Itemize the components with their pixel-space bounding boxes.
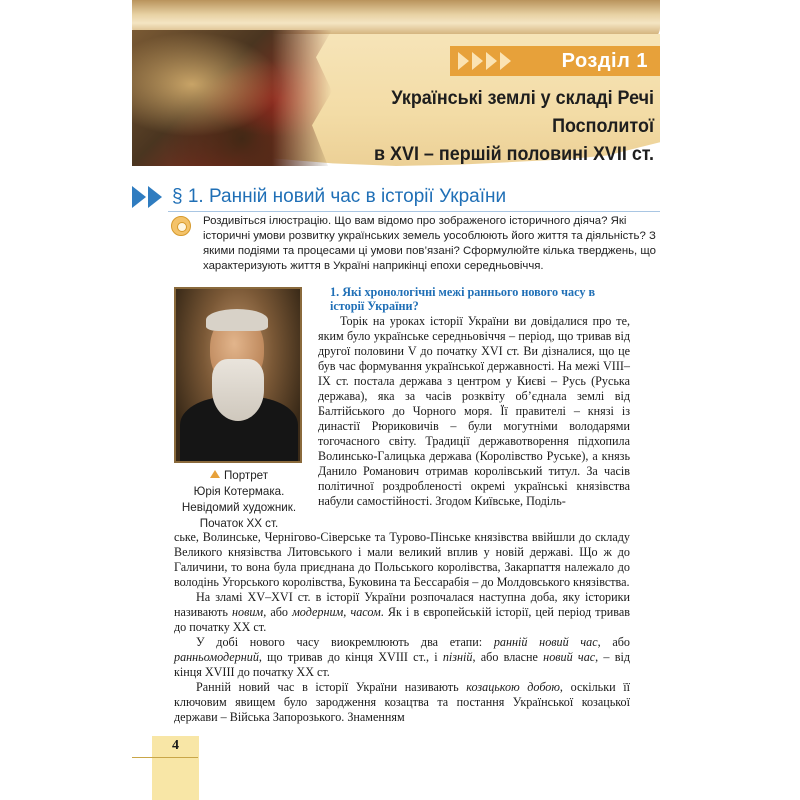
caption-line: Початок XX ст. (199, 517, 279, 530)
body-full-text (174, 530, 630, 725)
portrait-beard (212, 359, 264, 421)
intro-question: Роздивіться ілюстрацію. Що вам відомо про зображеного історичного діяча? Які історичні умови розвитку українських земель уособлюють його життя та діяльність? З якими подіями та процесами ці умови пов’язані? Сформулюйте кілька тверджень, що характеризують життя в Україні наприкінці епохи середньовіччя. (203, 215, 656, 272)
double-chevron-icon (132, 186, 164, 208)
chapter-title-line1: Українські землі у складі Речі Посполитої (391, 87, 654, 137)
chapter-banner (132, 0, 660, 170)
chapter-title (350, 84, 654, 168)
portrait-image (174, 287, 302, 463)
section-label: Розділ 1 (561, 49, 648, 72)
caption-line: Юрія Котермака. (193, 485, 285, 498)
gear-icon (171, 216, 191, 236)
portrait-hair (206, 309, 268, 331)
paragraph-title: § 1. Ранній новий час в історії України (172, 186, 507, 207)
heading-underline (168, 211, 660, 212)
caption-line: Портрет (223, 469, 269, 482)
question-heading: 1. Які хронологічні межі раннього нового часу в історії України? (330, 285, 596, 313)
paragraph-text: ське, Волинське, Чернігово-Сіверське та Турово-Пінське князівства ввійшли до складу Великого князівства Литовського і мали великий вплив у новій державі. Що ж до Галичини, то вона була приєднана до Польського королівства, Закарпаття належало до володінь Угорського королівства, Буковина та Бессарабія – до Молдовського князівства. (174, 530, 630, 589)
body-column-text (318, 314, 630, 509)
paragraph-text: У добі нового часу виокремлюють два етапи: ранній новий час, або ранньомодерний, що тривав до кінця XVIII ст., і пізній, або власне новий час, – від кінця XVIII до початку XX ст. (174, 635, 630, 679)
historical-painting-image (132, 30, 332, 166)
section-tag (450, 46, 660, 76)
chapter-title-line2: в XVI – першій половині XVII ст. (374, 143, 654, 165)
caption-line: Невідомий художник. (181, 501, 297, 514)
chevrons-icon (458, 52, 514, 70)
page-number: 4 (172, 738, 179, 753)
triangle-marker-icon (210, 470, 220, 478)
footer-rule (132, 757, 198, 758)
paragraph-text: Ранній новий час в історії України називають козацькою добою, оскільки її ключовим явищем було зародження козацтва та постання Української козацької держави – Війська Запорозького. Знаменням (174, 680, 630, 724)
portrait-caption (160, 468, 318, 532)
paragraph-heading (132, 183, 660, 211)
paragraph-text: Торік на уроках історії України ви довідалися про те, яким було українське середньовіччя – період, що тривав від другої половини V до початку XVI ст. Ви дізналися, що це був час формування української державності. На межі VIII–IX ст. постала держава з центром у Києві – Русь (Руська держава), яка за часів розквіту об’єднала землі від Балтійського до Чорного моря. Її правителі – князі із династії Рюриковичів – були могутніми володарями тогочасного світу. Традиції державотворення підхопила Волинсько-Галицька держава (Королівство Руське), а князь Данило Романович отримав королівський титул. За часів політичної роздробленості окремі українські князівства набули самостійності. Згодом Київське, Поділь- (318, 314, 630, 508)
paragraph-text: На зламі XV–XVI ст. в історії України розпочалася наступна доба, яку історики називають новим, або модерним, часом. Як і в європейській історії, цей період тривав до початку XX ст. (174, 590, 630, 634)
